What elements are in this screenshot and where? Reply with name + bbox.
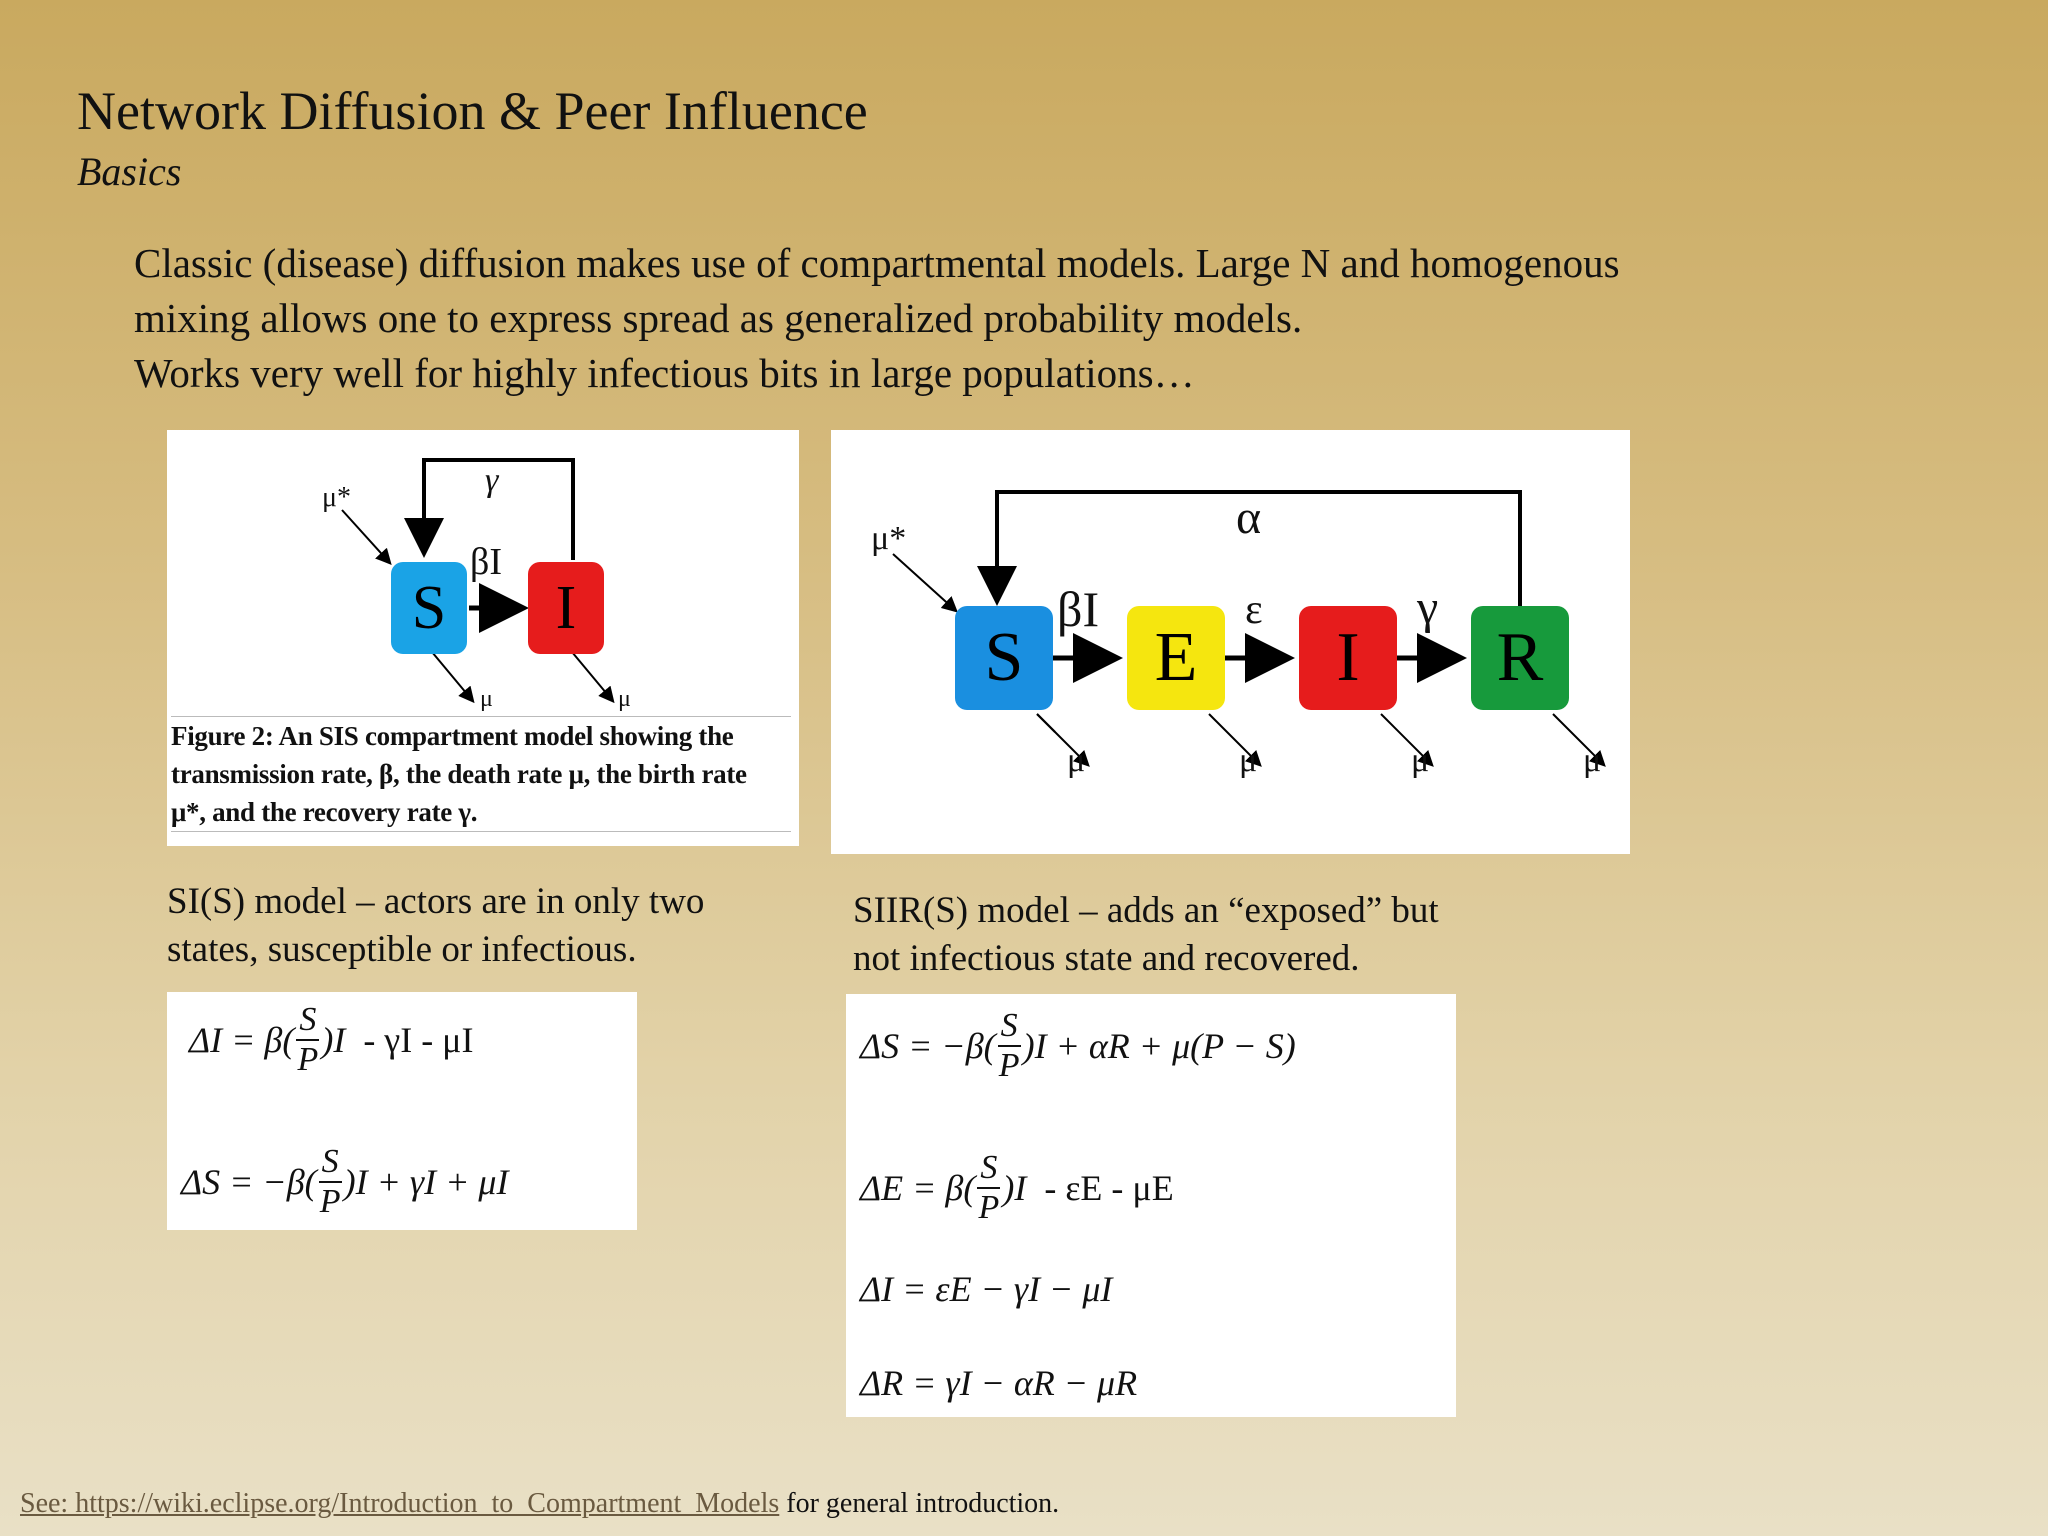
death-rate-label: μ: [1583, 742, 1602, 779]
equation-part: )I: [1002, 1168, 1027, 1208]
numerator: S: [977, 1151, 1000, 1189]
death-rate-label: μ: [480, 686, 493, 712]
equation-part: - γI - μI: [363, 1020, 474, 1060]
transmission-label: βI: [470, 541, 502, 583]
equation: ΔR = γI − αR − μR: [860, 1363, 1138, 1403]
description-line: SI(S) model – actors are in only two: [167, 881, 705, 922]
si-equations: [167, 992, 637, 1230]
death-rate-label: μ: [1067, 742, 1086, 779]
numerator: S: [998, 1009, 1021, 1047]
footer-note: [20, 1488, 1059, 1520]
exposed-box: [1127, 606, 1225, 710]
gamma-label: γ: [485, 462, 499, 499]
description-line: not infectious state and recovered.: [853, 938, 1360, 979]
figure-caption: [171, 716, 791, 832]
equation: [189, 992, 473, 1088]
equation-part: ΔS = −β(: [860, 1026, 996, 1066]
equation-part: ΔI = β(: [189, 1020, 295, 1060]
alpha-label: α: [1236, 491, 1262, 544]
death-rate-label: μ: [1411, 742, 1430, 779]
fraction: [319, 1145, 342, 1219]
transmission-label: βI: [1057, 581, 1100, 637]
infectious-label: I: [555, 573, 577, 642]
numerator: S: [319, 1145, 342, 1183]
susceptible-label: S: [411, 573, 447, 642]
equation-part: )I + αR + μ(P − S): [1022, 1026, 1296, 1066]
equation-part: ΔS = −β(: [181, 1162, 317, 1202]
fraction: [296, 1003, 319, 1077]
equation-part: )I + γI + μI: [343, 1162, 509, 1202]
infectious-box: [1299, 606, 1397, 710]
gamma-label: γ: [1417, 581, 1439, 634]
death-rate-label: μ: [618, 686, 631, 712]
exposed-label: E: [1154, 619, 1198, 696]
denominator: P: [998, 1047, 1020, 1084]
caption-line: transmission rate, β, the death rate μ, the birth rate: [171, 759, 747, 789]
caption-line: Figure 2: An SIS compartment model showing the: [171, 721, 734, 751]
equation: ΔI = εE − γI − μI: [860, 1269, 1113, 1309]
infectious-box: [528, 562, 604, 654]
recovered-box: [1471, 606, 1569, 710]
equation-part: )I: [321, 1020, 346, 1060]
birth-rate-label: μ*: [871, 520, 907, 557]
equation: [181, 1134, 508, 1230]
equation: [860, 998, 1296, 1094]
equation-part: ΔE = β(: [860, 1168, 976, 1208]
denominator: P: [319, 1183, 341, 1220]
susceptible-box: [391, 562, 467, 654]
intro-line: Works very well for highly infectious bits in large populations…: [134, 350, 1195, 396]
intro-text: [134, 236, 1620, 401]
reference-link[interactable]: See: https://wiki.eclipse.org/Introduction_to_Compartment_Models: [20, 1488, 780, 1519]
infectious-label: I: [1336, 619, 1360, 696]
numerator: S: [296, 1003, 319, 1041]
epsilon-label: ε: [1245, 587, 1263, 633]
seir-diagram: [831, 430, 1630, 854]
intro-line: mixing allows one to express spread as generalized probability models.: [134, 295, 1303, 341]
footer-text: for general introduction.: [779, 1488, 1060, 1519]
slide-subtitle: Basics: [77, 149, 182, 194]
seir-equations: [846, 994, 1456, 1417]
susceptible-box: [955, 606, 1053, 710]
denominator: P: [297, 1041, 319, 1078]
fraction: [977, 1151, 1000, 1225]
slide-title: Network Diffusion & Peer Influence: [77, 81, 868, 141]
sis-diagram: [167, 430, 799, 846]
si-model-description: [167, 878, 704, 974]
description-line: states, susceptible or infectious.: [167, 929, 637, 970]
equation: [860, 1140, 1174, 1236]
intro-line: Classic (disease) diffusion makes use of compartmental models. Large N and homogenous: [134, 240, 1620, 286]
recovered-label: R: [1496, 619, 1544, 696]
caption-line: μ*, and the recovery rate γ.: [171, 797, 478, 827]
death-rate-label: μ: [1239, 742, 1258, 779]
seir-model-description: [853, 887, 1439, 983]
denominator: P: [978, 1189, 1000, 1226]
description-line: SIIR(S) model – adds an “exposed” but: [853, 890, 1439, 931]
susceptible-label: S: [984, 619, 1024, 696]
equation-part: - εE - μE: [1044, 1168, 1174, 1208]
fraction: [998, 1009, 1021, 1083]
birth-rate-label: μ*: [322, 482, 352, 513]
